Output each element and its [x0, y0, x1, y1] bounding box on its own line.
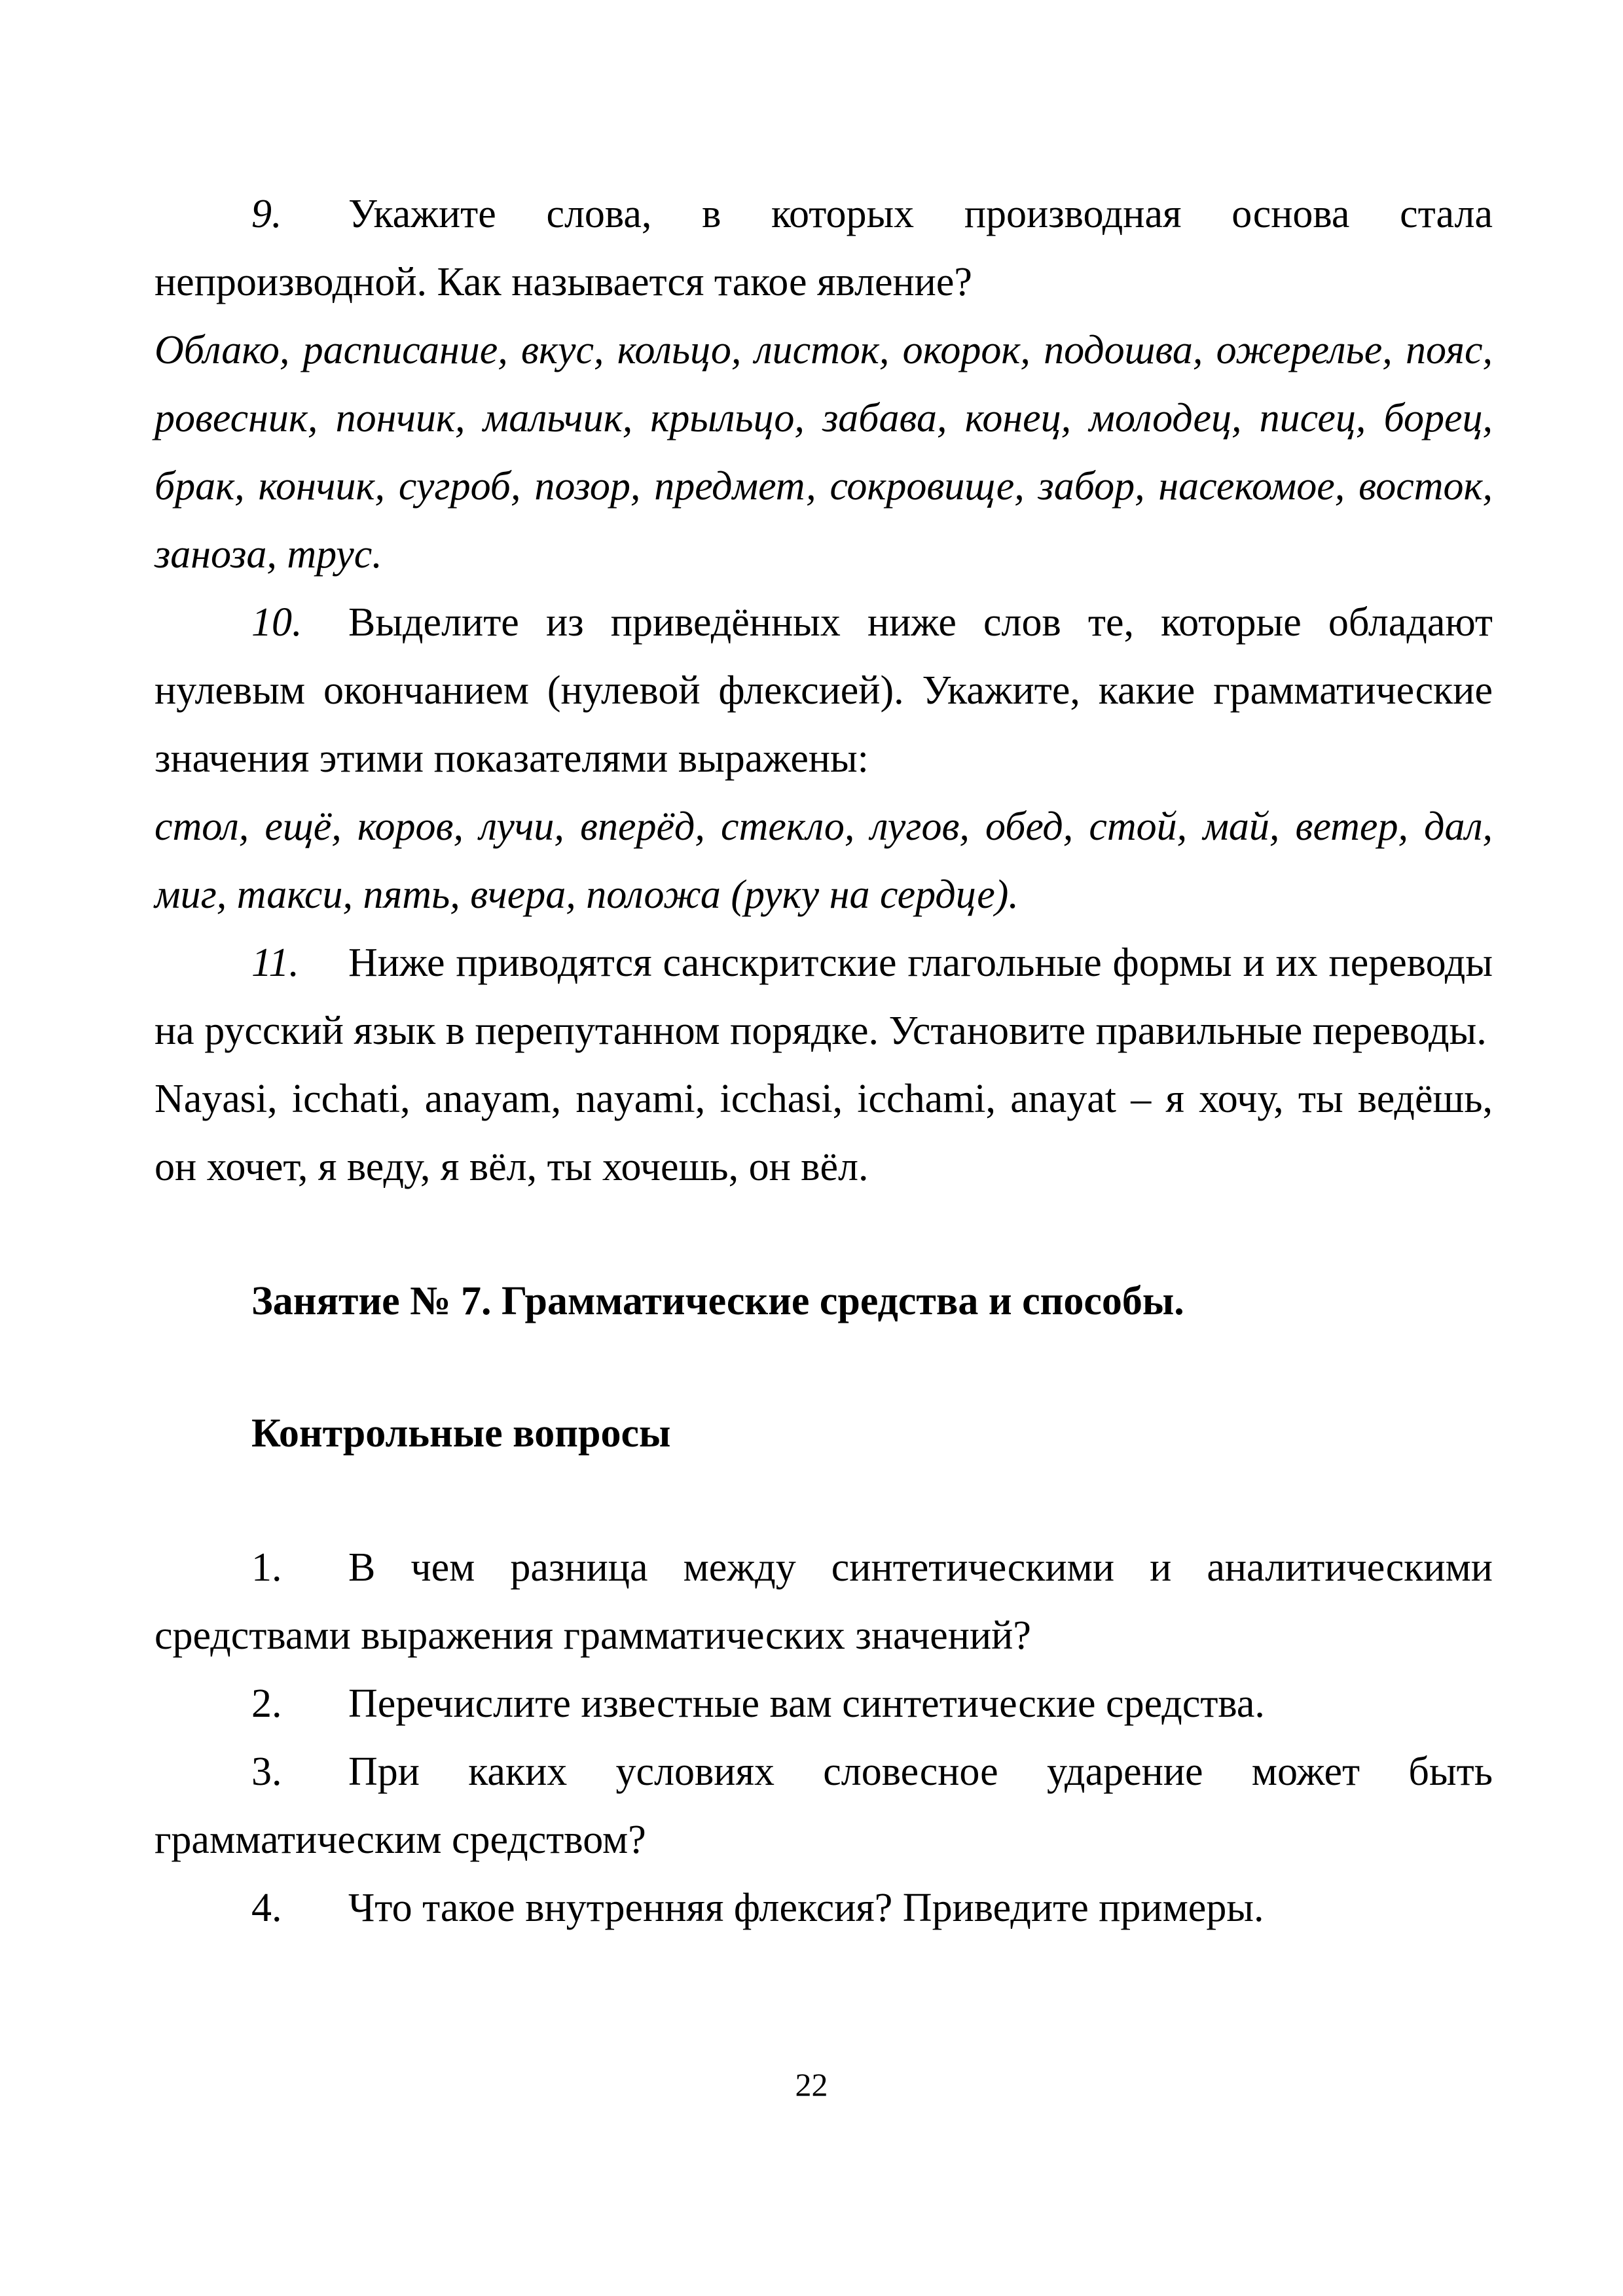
question-4 — [155, 1874, 1493, 1942]
page-number: 22 — [795, 2066, 828, 2103]
exercise-9-instruction — [155, 180, 1493, 316]
exercise-10-word-list: стол, ещё, коров, лучи, вперёд, стекло, лугов, обед, стой, май, ветер, дал, миг, такси, пять, вчера, положа (руку на сердце). — [155, 804, 1493, 917]
exercise-11-text: Ниже приводятся санскритские глагольные формы и их переводы на русский язык в перепутанном порядке. Установите правильные переводы. — [155, 941, 1493, 1053]
question-4-number: 4. — [251, 1886, 282, 1930]
exercise-9-text: Укажите слова, в которых производная основа стала непроизводной. Как называется такое явление? — [155, 192, 1493, 304]
exercise-11-forms: Nayasi, icchati, anayam, nayami, icchasi, icchami, anayat – я хочу, ты ведёшь, он хочет, я веду, я вёл, ты хочешь, он вёл. — [155, 1077, 1493, 1189]
exercise-10-text: Выделите из приведённых ниже слов те, которые обладают нулевым окончанием (нулевой флексией). Укажите, какие грамматические значения этими показателями выражены: — [155, 600, 1493, 781]
question-4-text: Что такое внутренняя флексия? Приведите примеры. — [348, 1886, 1264, 1930]
exercise-9-word-list: Облако, расписание, вкус, кольцо, листок, окорок, подошва, ожерелье, пояс, ровесник, пончик, мальчик, крыльцо, забава, конец, молодец, писец, борец, брак, кончик, сугроб, позор, предмет, сокровище, забор, насекомое, восток, заноза, трус. — [155, 328, 1493, 577]
exercise-11-instruction — [155, 929, 1493, 1065]
exercise-9-number: 9. — [251, 192, 282, 236]
question-2-text: Перечислите известные вам синтетические средства. — [348, 1681, 1265, 1726]
question-2-number: 2. — [251, 1681, 282, 1726]
question-3 — [155, 1738, 1493, 1874]
exercise-10-instruction — [155, 588, 1493, 793]
section-title: Контрольные вопросы — [251, 1411, 671, 1456]
question-2 — [155, 1670, 1493, 1738]
exercise-10-number: 10. — [251, 600, 302, 645]
page-content — [155, 180, 1493, 1942]
question-3-text: При каких условиях словесное ударение может быть грамматическим средством? — [155, 1749, 1493, 1862]
question-1-text: В чем разница между синтетическими и аналитическими средствами выражения грамматических значений? — [155, 1545, 1493, 1658]
exercise-11-number: 11. — [251, 941, 299, 985]
lesson-title: Занятие № 7. Грамматические средства и способы. — [251, 1279, 1184, 1323]
question-3-number: 3. — [251, 1749, 282, 1794]
question-1 — [155, 1534, 1493, 1670]
question-1-number: 1. — [251, 1545, 282, 1590]
